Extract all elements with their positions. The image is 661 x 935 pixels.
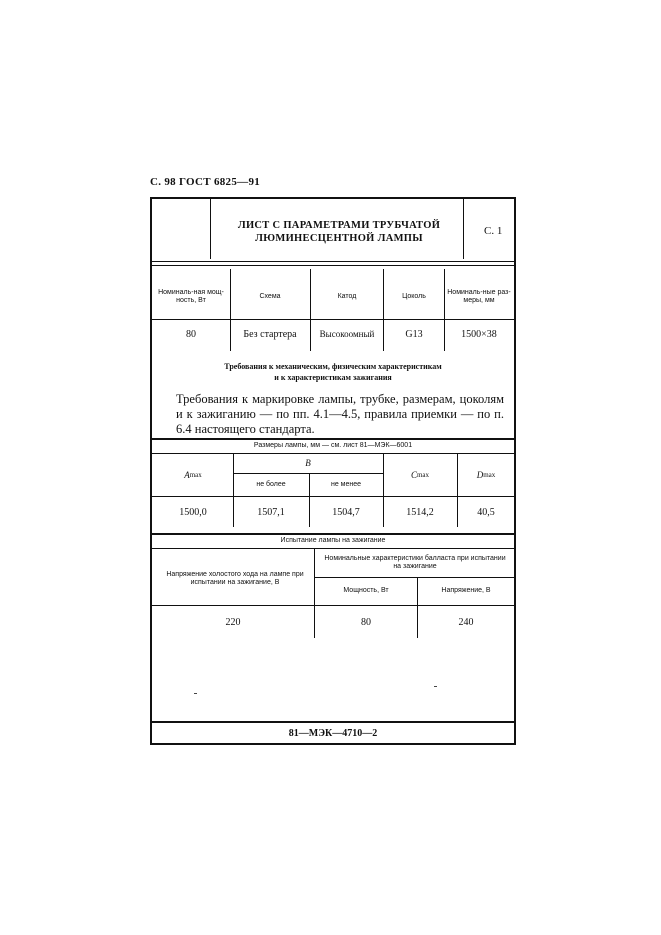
params-cell-dimensions: 1500×38 bbox=[461, 328, 497, 340]
ign-title-rule bbox=[152, 548, 514, 549]
dims-header-d bbox=[458, 457, 514, 493]
dims-d-symbol: D bbox=[476, 470, 484, 480]
ign-header-voltage: Напряжение холостого хода на лампе при испытании на зажигание, В bbox=[166, 571, 304, 586]
title-bottom-rule bbox=[152, 261, 514, 262]
ign-top-rule bbox=[152, 533, 514, 535]
ign-cell-voltage: 220 bbox=[225, 616, 241, 628]
params-header-cap: Цоколь bbox=[402, 293, 426, 300]
sheet-title-line2: ЛЮМИНЕСЦЕНТНОЙ ЛАМПЫ bbox=[255, 233, 423, 244]
dims-c-subscript: max bbox=[416, 471, 430, 479]
title-divider-left bbox=[210, 199, 211, 259]
params-cell-power: 80 bbox=[186, 328, 196, 340]
dims-header-b-max: не более bbox=[256, 480, 286, 488]
ign-cell-voltage2: 240 bbox=[458, 616, 474, 628]
dims-cell-a: 1500,0 bbox=[179, 506, 207, 518]
params-header-dimensions: Номиналь-ные раз-меры, мм bbox=[447, 289, 511, 304]
params-col-divider-3 bbox=[383, 269, 384, 351]
footer-rule bbox=[152, 721, 514, 723]
dims-header-b-min: не менее bbox=[330, 480, 362, 488]
params-cell-cap: G13 bbox=[405, 328, 423, 340]
ign-header-power: Мощность, Вт bbox=[343, 587, 389, 594]
ign-header-voltage2: Напряжение, В bbox=[441, 587, 491, 594]
ign-ballast-subrule bbox=[314, 577, 514, 578]
dims-header-a bbox=[154, 457, 232, 493]
dims-b-subrule bbox=[233, 473, 383, 474]
scan-speck bbox=[194, 693, 197, 694]
params-col-divider-1 bbox=[230, 269, 231, 351]
dims-a-symbol: A bbox=[184, 470, 190, 480]
requirements-heading-line1: Требования к механическим, физическим характеристикам bbox=[224, 362, 442, 371]
dims-header-b: B bbox=[305, 458, 311, 468]
dims-a-subscript: max bbox=[189, 471, 202, 479]
ign-title: Испытание лампы на зажигание bbox=[280, 537, 386, 544]
params-col-divider-4 bbox=[444, 269, 445, 351]
sheet-number: С. 1 bbox=[484, 225, 503, 237]
dims-cell-c: 1514,2 bbox=[406, 506, 434, 518]
dims-c-symbol: C bbox=[410, 470, 417, 480]
sheet-title-line1: ЛИСТ С ПАРАМЕТРАМИ ТРУБЧАТОЙ bbox=[237, 220, 441, 231]
sheet-title bbox=[214, 219, 464, 245]
dims-cell-b-max: 1507,1 bbox=[257, 506, 285, 518]
params-cell-cathode: Высокоомный bbox=[319, 329, 375, 339]
ign-col-divider-2 bbox=[417, 577, 418, 638]
params-header-power: Номиналь-ная мощ-ность, Вт bbox=[158, 289, 224, 304]
requirements-heading bbox=[152, 361, 514, 383]
title-bottom-rule-2 bbox=[152, 265, 514, 266]
page-header: С. 98 ГОСТ 6825—91 bbox=[150, 176, 261, 188]
scan-speck bbox=[434, 686, 437, 687]
params-cell-scheme: Без стартера bbox=[243, 328, 297, 340]
dims-cell-d: 40,5 bbox=[477, 506, 495, 518]
params-col-divider-2 bbox=[310, 269, 311, 351]
ign-col-divider-1 bbox=[314, 548, 315, 638]
ign-header-rule bbox=[152, 605, 514, 606]
dims-title: Размеры лампы, мм — см. лист 81—МЭК—6001 bbox=[253, 442, 413, 449]
params-header-scheme: Схема bbox=[259, 293, 281, 300]
dims-cell-b-min: 1504,7 bbox=[332, 506, 360, 518]
params-header-rule bbox=[152, 319, 514, 320]
dims-header-c bbox=[384, 457, 456, 493]
dims-top-rule bbox=[152, 438, 514, 440]
dims-d-subscript: max bbox=[483, 471, 496, 479]
ign-header-ballast: Номинальные характеристики балласта при испытании на зажигание bbox=[324, 555, 506, 570]
dims-header-rule bbox=[152, 496, 514, 497]
sheet-frame bbox=[150, 197, 516, 745]
ign-cell-power: 80 bbox=[361, 616, 371, 628]
sheet-footer: 81—МЭК—4710—2 bbox=[288, 728, 378, 739]
params-header-cathode: Катод bbox=[337, 293, 357, 300]
requirements-text: Требования к маркировке лампы, трубке, размерам, цоколям и к зажиганию — по пп. 4.1—4.5, правила приемки — по п. 6.4 настоящего стандарта. bbox=[176, 392, 504, 436]
requirements-heading-line2: и к характеристикам зажигания bbox=[274, 373, 392, 382]
